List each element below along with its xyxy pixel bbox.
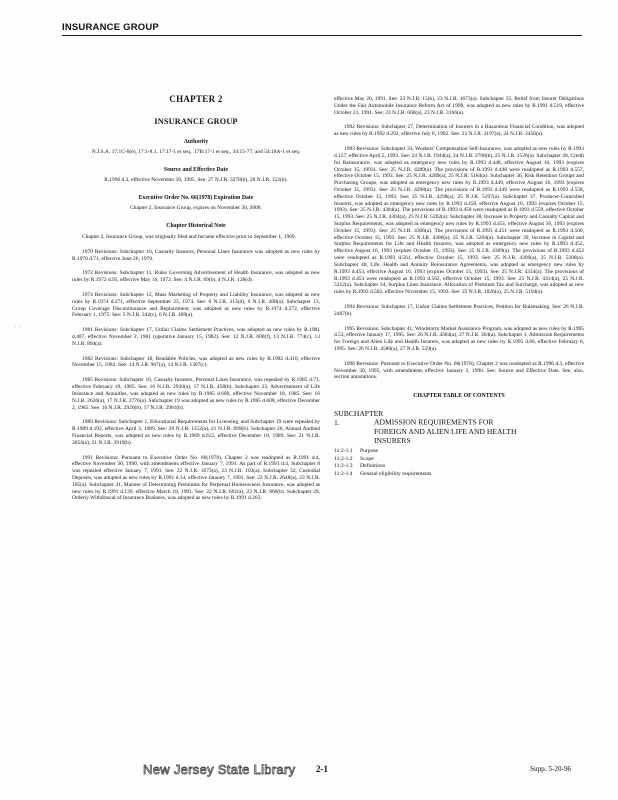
supplement-date: Supp. 5-20-96 [530,765,572,773]
revisions-1974: 1974 Revisions: Subchapter 12, Mass Marketing of Property and Liability Insurance, was adopted as new rules by R.1974 d.271, effective September 25, 1974. See: 6 N.J.R. 313(d), 6 N.J.R. 408(a). Subchapter 13, Group Coverage Discontinuance and Replacement, was adopted as new rules by R.1974 d.272, effective February 1, 1975. See: 5 N.J.R. 342(c), 6 N.J.R. 409(a). [72,291,320,319]
exec-order-text: Chapter 2, Insurance Group, expires on November 30, 2000. [130,204,262,211]
subchapter-label: SUBCHAPTER 1. [334,409,384,428]
subchapter-title-line-2: FOREIGN AND ALIEN LIFE AND HEALTH [374,426,517,436]
revisions-1993: 1993 Revisions: Subchapter 33, Workers' Compensation Self-Insurance, was adopted as new rules by R.1993 d.157, effective April 5, 1993. See: 24 N.J.R. 1944(a), 24 N.J.R. 2708(b), 25 N.J.R. 1526(a). Subchapter 28, Credit for Reinsurance, was adopted as emergency new rules by R.1993 d.448, effective August 16, 1993 (expires October 15, 1993). See: 25 N.J.R. 4289(a). The provisions of R.1993 d.448 were readopted as R.1993 d.557, effective October 15, 1993. See: 25 N.J.R. 4289(a), 25 N.J.R. 5184(a). Subchapter 36, Risk Retention Groups and Purchasing Groups, was adopted as emergency new rules by R.1993 d.449, effective August 16, 1993 (expires October 15, 1993). See: 25 N.J.R. 4298(a). The provisions of R.1993 d.449 were readopted as R.1993 d.558, effective October 15, 1993. See: 25 N.J.R. 4298(a), 25 N.J.R. 5197(a). Subchapter 37, Producer-Controlled Insurers, was adopted as emergency new rules by R.1993 d.450, effective August 16, 1993 (expires October 15, 1993). See: 25 N.J.R. 4304(a). The provisions of R.1993 d.450 were readopted as R.1993 d.559, effective October 15, 1993. See: 25 N.J.R. 4304(a), 25 N.J.R. 5202(a). Subchapter 38, Increase in Property and Casualty Capital and Surplus Requirements, was adopted as emergency new rules by R.1993 d.451, effective August 16, 1993 (expires October 15, 1993). See: 25 N.J.R. 4306(a). The provisions of R.1993 d.451 were readopted as R.1993 d.560, effective October 15, 1993. See: 25 N.J.R. 4306(a), 25 N.J.R. 5204(a). Subchapter 39, Increase in Capital and Surplus Requirements for Life and Health Insurers, was adopted as emergency new rules by R.1993 d.452, effective August 16, 1993 (expires October 15, 1993). See: 25 N.J.R. 4309(a). The provisions of R.1993 d.452 were readopted as R.1993 d.561, effective October 15, 1993. See: 25 N.J.R. 4309(a), 25 N.J.R. 5208(a). Subchapter 40, Life, Health and Annuity Reinsurance Agreements, was adopted as emergency new rules by R.1993 d.453, effective August 16, 1993 (expires October 15, 1993). See: 25 N.J.R. 4314(a). The provisions of R.1993 d.453 were readopted as R.1993 d.562, effective October 15, 1993. See: 25 N.J.R. 4314(a), 25 N.J.R. 5212(a). Subchapter 34, Surplus Lines Insurance: Allocation of Premium Tax and Surcharge, was adopted as new rules by R.1993 d.582, effective November 15, 1993. See: 25 N.J.R. 1826(a), 25 N.J.R. 5194(a). [334,146,584,296]
toc-title-text: Purpose [360,448,379,455]
source-text: R.1996 d.3, effective November 30, 1995. See: 27 N.J.R. 3278(b), 28 N.J.R. 152(b). [104,176,288,183]
running-head: INSURANCE GROUP [62,22,159,33]
chapter-title: INSURANCE GROUP [154,117,238,127]
toc-entry[interactable] [334,448,584,456]
toc-title-text: Definitions [360,463,386,470]
revisions-1989: 1989 Revisions: Subchapter 1, Educational Requirements for Licensing, and Subchapter 19 were repealed by R.1989 d.192, effective April 3, 1989. See: 20 N.J.R. 1152(a), 21 N.J.R. 899(b). Subchapter 26, Annual Audited Financial Reports, was adopted as new rules by R.1989 d.612, effective December 18, 1989. See: 21 N.J.R. 3054(a), 21 N.J.R. 3919(b). [72,419,320,446]
history-heading: Chapter Historical Note [166,222,226,229]
revisions-1991-continued: effective May 20, 1991. See: 23 N.J.R. 15(b), 23 N.J.R. 1673(a). Subchapter 35, Relief from Insurer Obligations Under the Fair Automobile Insurance Reform Act of 1990, was adopted as new rules by R.1991 d.519, effective October 21, 1991. See: 23 N.J.R. 660(a), 23 N.J.R. 3166(a). [334,96,584,116]
revisions-1991: 1991 Revisions: Pursuant to Executive Order No. 66(1978), Chapter 2 was readopted as R.1991 d.4, effective November 30, 1990, with amendments effective January 7, 1991. As part of R.1991 d.4, Subchapter 8 was repealed effective January 7, 1991. See: 22 N.J.R. 1673(a), 23 N.J.R. 103(a). Subchapter 32, Custodial Deposits, was adopted as new rules by R.1991 d.14, effective January 7, 1991. See: 22 N.J.R. 2648(a), 23 N.J.R. 105(a). Subchapter 31, Manner of Determining Premiums for Perpetual Homeowners Insurance, was adopted as new rules by R.1991 d.139, effective March 18, 1991. See: 22 N.J.R. 601(a), 23 N.J.R. 860(b). Subchapter 29, Orderly Withdrawal of Insurance Business, was adopted as new rules by R.1991 d.262, [72,454,320,502]
toc-entry[interactable] [334,471,584,479]
right-column [334,92,584,479]
subchapter-title-line-3: INSURERS [374,435,411,445]
toc-title-text: Scope [360,455,374,462]
revisions-1985: 1985 Revisions: Subchapter 10, Casualty Insurers, Personal Lines Insurance, was repealed by R.1985 d.71, effective February 19, 1985. See: 16 N.J.R. 2920(a), 17 N.J.R. 458(b). Subchapter 23, Advertisement of Life Insurance and Annuities, was adopted as new rules by R.1985 d.600, effective November 18, 1985. See: 16 N.J.R. 2626(a), 17 N.J.R. 2776(a). Subchapter 19 was adopted as new rules by R.1985 d.608, effective December 2, 1985. See: 16 N.J.R. 2920(b), 17 N.J.R. 2901(b). [72,377,320,411]
history-intro: Chapter 2, Insurance Group, was originally filed and became effective prior to September 1, 1969. [82,233,297,240]
toc-title-text: General eligibility requirements [360,471,432,477]
toc-number: 11:2-1.1 [334,448,353,455]
authority-heading: Authority [183,138,209,145]
subchapter-heading [334,410,584,445]
revisions-1981: 1981 Revisions: Subchapter 17, Unfair Claims Settlement Practices, was adopted as new rules by R.1981 d.407, effective November 2, 1981 (operative January 15, 1982). See: 12 N.J.R. 600(f), 13 N.J.R. 774(c), 13 N.J.R. 894(a). [72,327,320,347]
source-heading: Source and Effective Date [163,166,229,173]
revisions-1994: 1994 Revisions: Subchapter 17, Unfair Claims Settlement Practices, Petition for Rulemaking. See: 26 N.J.R. 2487(b). [334,303,584,317]
toc-number: 11:2-1.4 [334,471,353,477]
toc-list [334,448,584,478]
revisions-1995: 1995 Revisions: Subchapter 41, Windstorm Market Assistance Program, was adopted as new rules by R.1995 d.53, effective January 17, 1995. See: 26 N.J.R. 4304(a), 27 N.J.R. 364(a). Subchapter 1, Admission Requirements for Foreign and Alien Life and Health Insurers, was adopted as new rules by R.1995 d.80, effective February 6, 1995. See: 26 N.J.R. 4586(a), 27 N.J.R. 559(a). [334,325,584,352]
left-column [72,94,320,502]
toc-entry[interactable] [334,463,584,471]
revisions-1970: 1970 Revisions: Subchapter 10, Casualty Insurers, Personal Lines Insurance was adopted as new rules by R.1970 d.71, effective June 26, 1970. [72,248,320,262]
revisions-1996: 1996 Revisions: Pursuant to Executive Order No. 66(1978), Chapter 2 was readopted as R.1996 d.3, effective November 30, 1995, with amendments effective January 2, 1996. See: Source and Effective Date. See, also, section annotations. [334,360,584,381]
authority-text: N.J.S.A. 17:1C-6(e), 17:1-8.1, 17:17-1 et seq., 17B:17-1 et seq., 34:15-77, and 54:18A-1 et seq. [91,148,301,155]
toc-number: 11:2-1.3 [334,463,353,470]
exec-order-heading: Executive Order No. 66(1978) Expiration Date [138,194,254,201]
toc-number: 11:2-1.2 [334,455,353,462]
chapter-number: CHAPTER 2 [169,94,223,104]
toc-title: CHAPTER TABLE OF CONTENTS [413,393,505,400]
page-number: 2-1 [316,764,328,774]
revisions-1992: 1992 Revisions: Subchapter 27, Determination of Insurers in a Hazardous Financial Condition, was adopted as new rules by R.1992 d.292, effective July 6, 1992. See: 23 N.J.R. 3197(a), 24 N.J.R. 2456(a). [334,124,584,138]
library-stamp: New Jersey State Library [143,762,296,777]
revisions-1982: 1982 Revisions: Subchapter 18, Readable Policies, was adopted as new rules by R.1982 d.410, effective November 15, 1982. See: 14 N.J.R. 967(a), 14 N.J.R. 1307(c). [72,355,320,369]
subchapter-title-line-1: ADMISSION REQUIREMENTS FOR [374,418,494,428]
revisions-1972: 1972 Revisions: Subchapter 11, Rules Governing Advertisement of Health Insurance, was adopted as new rules by R.1972 d.95, effective May 16, 1972. See: 4 N.J.R. 69(b), 4 N.J.R. 128(d). [72,270,320,284]
header-rule [62,35,582,36]
margin-mark: · · [14,323,21,331]
